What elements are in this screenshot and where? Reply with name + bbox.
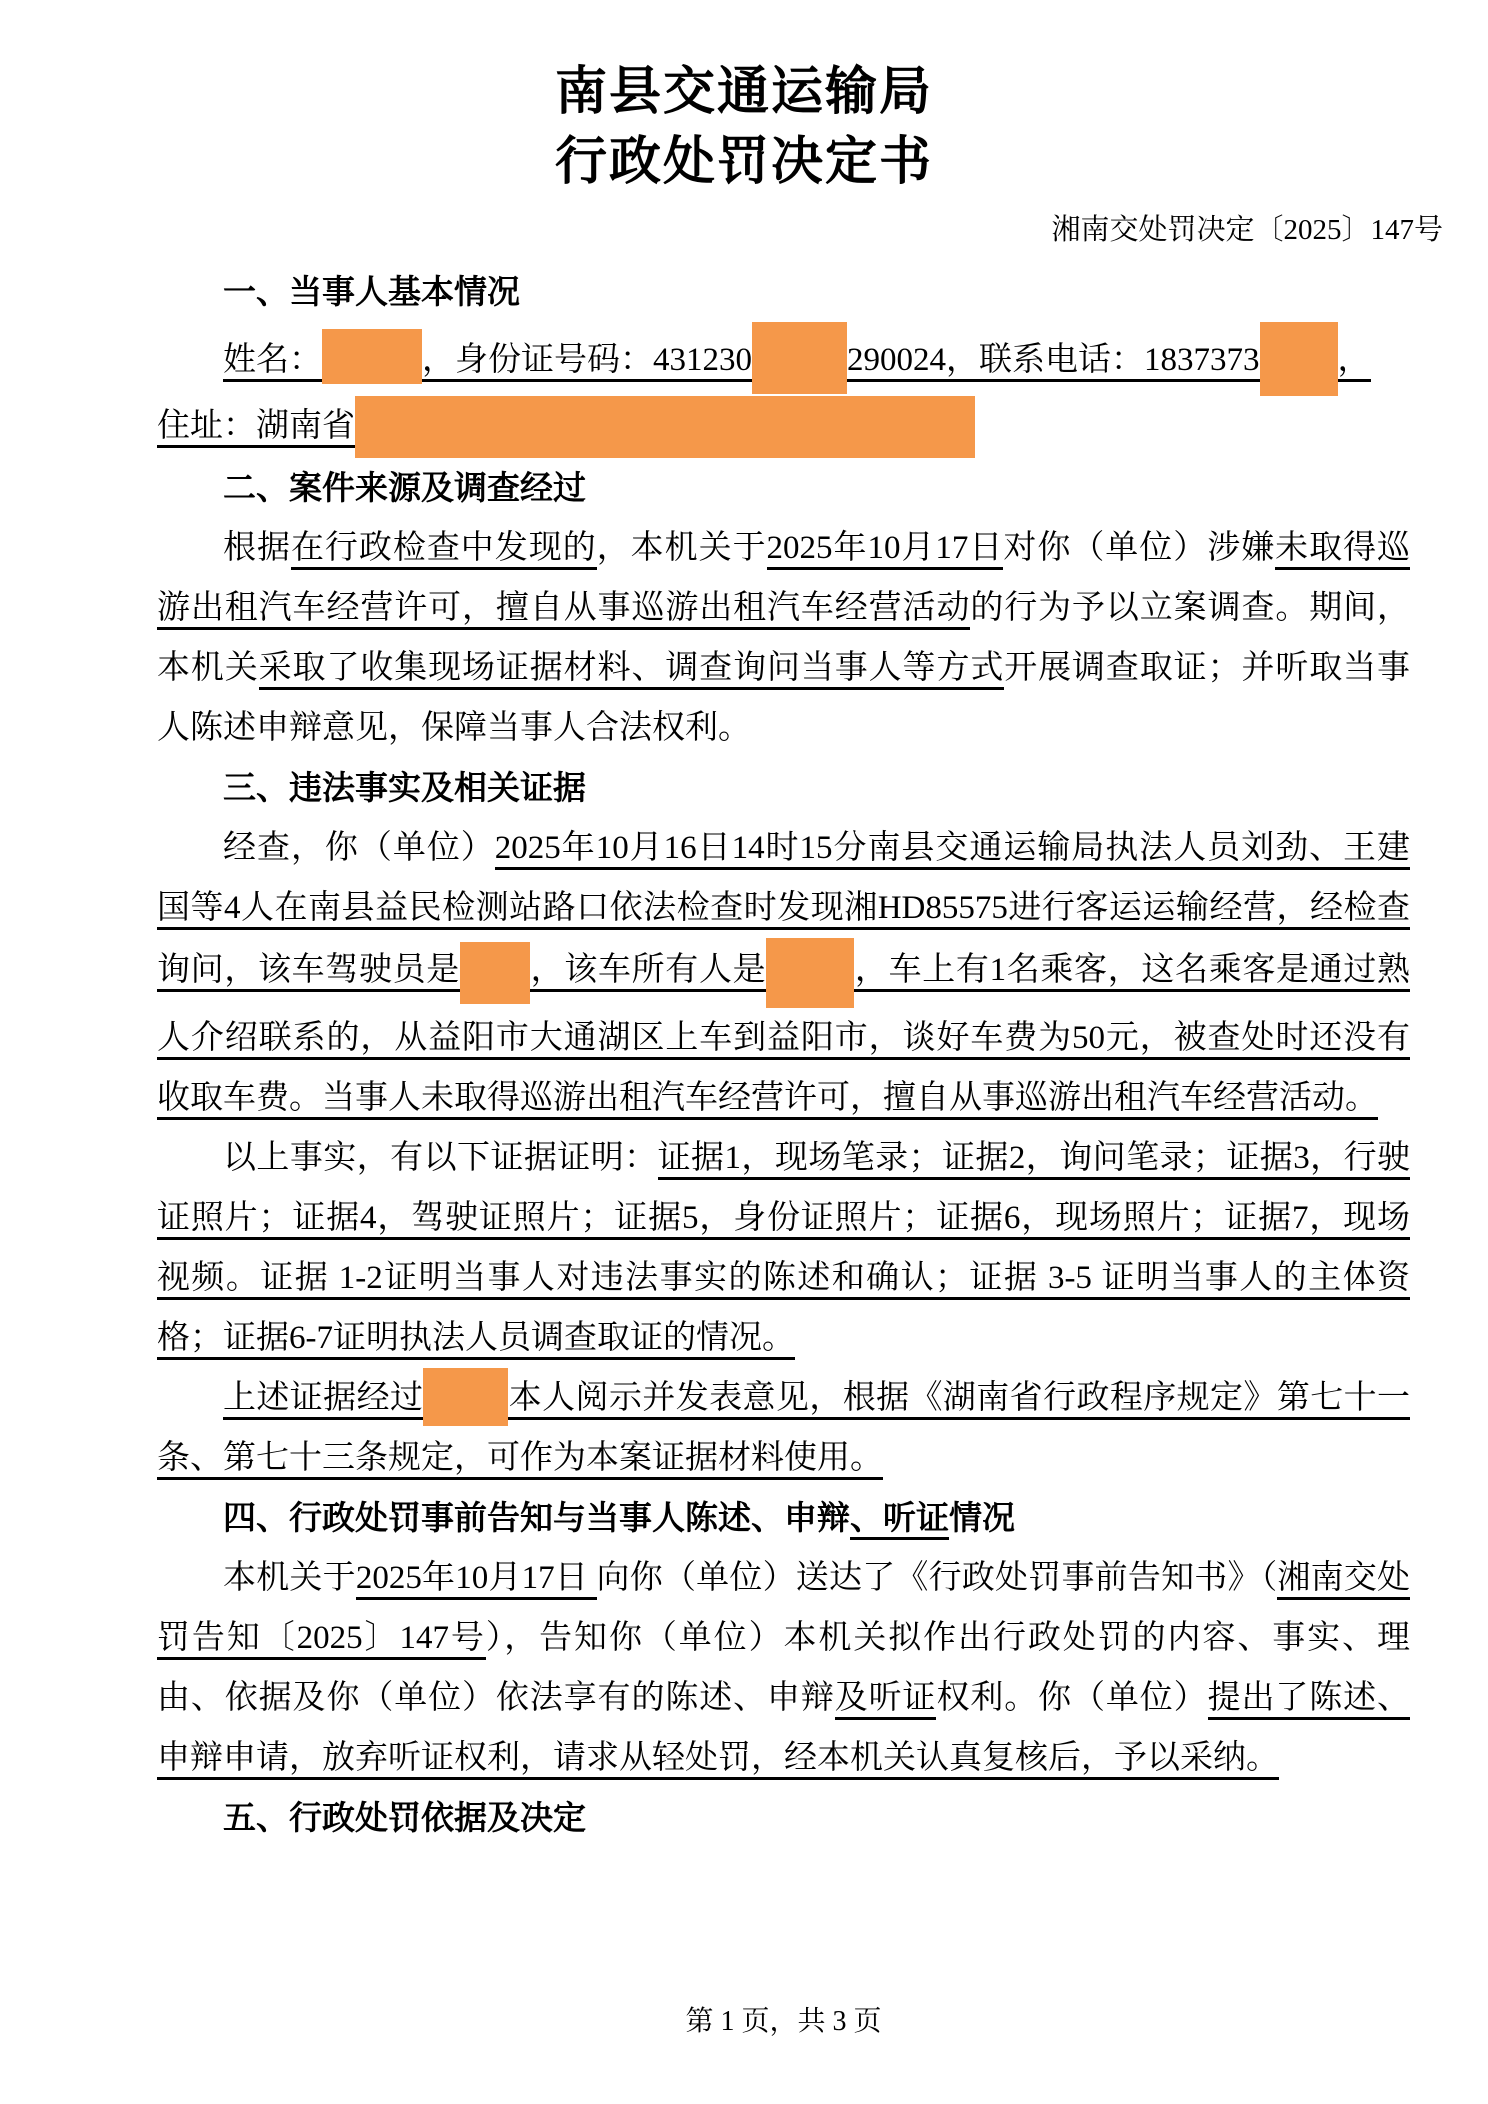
document-title: 行政处罚决定书 (554, 134, 933, 191)
section-4-heading: 四、行政处罚事前告知与当事人陈述、申辩、听证情况 (157, 1488, 1410, 1548)
redaction-box (1260, 322, 1338, 396)
violation-facts-paragraph: 经查，你（单位）2025年10月16日14时15分南县交通运输局执法人员刘劲、王建国等4人在南县益民检测站路口依法检查时发现湘HD85575进行客运运输经营，经检查询问，该车驾驶员是 ，该车所有人是 ，车上有1名乘客，这名乘客是通过熟人介绍联系的，从益阳市大通湖区上车到益阳市，谈好车费为50元，被查处时还没有收取车费。当事人未取得巡游出租汽车经营许可，擅自从事巡游出租汽车经营活动。 (157, 818, 1410, 1128)
party-info-address-line: 住址：湖南省 (157, 396, 1410, 458)
redaction-box (423, 1368, 508, 1426)
evidence-review-paragraph: 上述证据经过 本人阅示并发表意见，根据《湖南省行政程序规定》第七十一条、第七十三条规定，可作为本案证据材料使用。 (157, 1368, 1410, 1488)
prior-notice-paragraph: 本机关于2025年10月17日 向你（单位）送达了《行政处罚事前告知书》（湘南交处罚告知〔2025〕147号），告知你（单位）本机关拟作出行政处罚的内容、事实、理由、依据及你（单位）依法享有的陈述、申辩及听证权利。你（单位）提出了陈述、申辩申请，放弃听证权利，请求从轻处罚，经本机关认真复核后，予以采纳。 (157, 1548, 1410, 1788)
document-body (157, 262, 1410, 1848)
page-number-footer: 第 1 页，共 3 页 (685, 2006, 882, 2037)
section-1-heading: 一、当事人基本情况 (223, 273, 520, 310)
case-source-paragraph: 根据在行政检查中发现的，本机关于2025年10月17日对你（单位）涉嫌未取得巡游出租汽车经营许可，擅自从事巡游出租汽车经营活动的行为予以立案调查。期间，本机关采取了收集现场证据材料、调查询问当事人等方式开展调查取证；并听取当事人陈述申辩意见，保障当事人合法权利。 (157, 530, 1411, 746)
redaction-box (766, 938, 854, 1008)
redaction-box (460, 942, 530, 1004)
section-2-heading: 二、案件来源及调查经过 (223, 469, 586, 506)
redaction-box (355, 396, 975, 458)
redaction-box (752, 322, 847, 394)
party-info-name-line: 姓名： ，身份证号码：431230 290024，联系电话：1837373 ， (157, 322, 1410, 396)
agency-title: 南县交通运输局 (554, 64, 933, 121)
evidence-list-paragraph: 以上事实，有以下证据证明：证据1，现场笔录；证据2，询问笔录；证据3，行驶证照片；证据4，驾驶证照片；证据5，身份证照片；证据6，现场照片；证据7，现场视频。证据 1-2证明当事人对违法事实的陈述和确认；证据 3-5 证明当事人的主体资格；证据6-7证明执法人员调查取证的情况。 (157, 1128, 1410, 1368)
redaction-box (322, 329, 422, 384)
document-number: 湘南交处罚决定〔2025〕147号 (1051, 214, 1443, 246)
document-header (0, 0, 1488, 198)
section-3-heading: 三、违法事实及相关证据 (223, 769, 586, 806)
section-5-heading: 五、行政处罚依据及决定 (223, 1799, 586, 1836)
